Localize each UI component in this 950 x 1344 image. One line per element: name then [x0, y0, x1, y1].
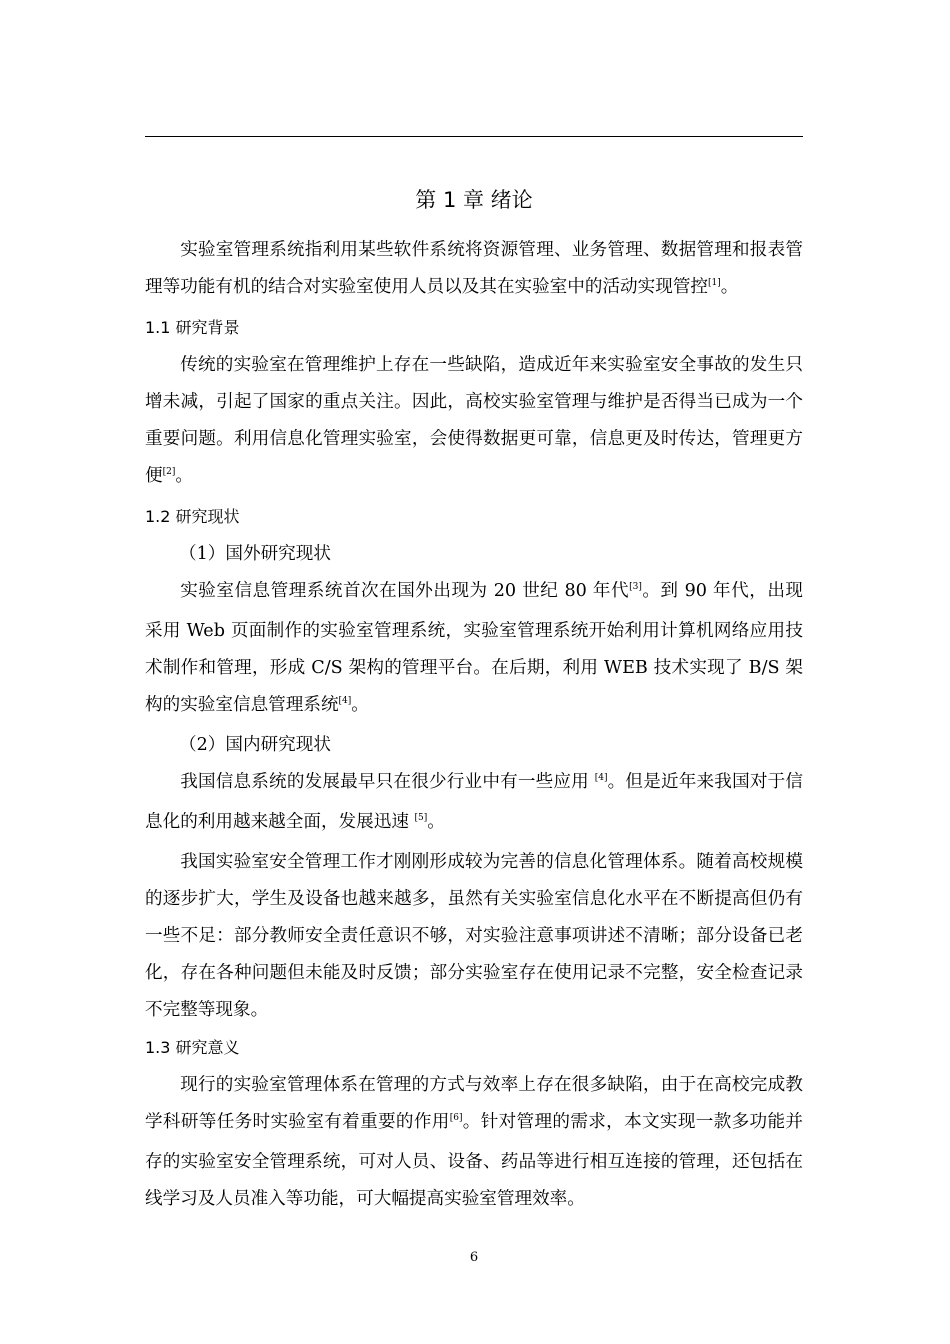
page-number: 6: [469, 1250, 479, 1265]
citation-1: [1]: [708, 278, 721, 288]
intro-text: 实验室管理系统指利用某些软件系统将资源管理、业务管理、数据管理和报表管理等功能有机的结合对实验室使用人员以及其在实验室中的活动实现管控: [145, 240, 803, 297]
header-rule: [145, 136, 803, 137]
foreign-status-subheading: （1）国外研究现状: [179, 544, 331, 564]
domestic-text-b: 。但是近年来我国对于信息化的利用越来越全面，发展迅速: [145, 772, 803, 832]
significance-text-a: 现行的实验室管理体系在管理的方式与效率上存在很多缺陷，由于在高校完成教学科研等任务时实验室有着重要的作用: [145, 1075, 803, 1132]
section-heading-1-2: 1.2 研究现状: [145, 507, 240, 526]
foreign-text-b: 。到 90 年代，出现采用 Web 页面制作的实验室管理系统，实验室管理系统开始利用计算机网络应用技术制作和管理，形成 C/S 架构的管理平台。在后期，利用 WEB 技术实现了 B/S 架构的实验室信息管理系统: [145, 581, 803, 715]
foreign-text-a: 实验室信息管理系统首次在国外出现为 20 世纪 80 年代: [180, 581, 630, 601]
domestic-status-subheading: （2）国内研究现状: [179, 735, 331, 755]
citation-4b: [4]: [594, 773, 608, 783]
citation-4: [4]: [338, 696, 352, 706]
domestic-end: 。: [427, 812, 445, 832]
section-heading-1-1: 1.1 研究背景: [145, 318, 240, 337]
background-end: 。: [175, 466, 193, 486]
domestic-safety-paragraph: 我国实验室安全管理工作才刚刚形成较为完善的信息化管理体系。随着高校规模的逐步扩大，学生及设备也越来越多，虽然有关实验室信息化水平在不断提高但仍有一些不足：部分教师安全责任意识不够，对实验注意事项讲述不清晰；部分设备已老化，存在各种问题但未能及时反馈；部分实验室存在使用记录不完整，安全检查记录不完整等现象。: [145, 852, 803, 1020]
foreign-status-paragraph: [145, 573, 803, 727]
background-text: 传统的实验室在管理维护上存在一些缺陷，造成近年来实验室安全事故的发生只增未减，引起了国家的重点关注。因此，高校实验室管理与维护是否得当已成为一个重要问题。利用信息化管理实验室，会使得数据更可靠，信息更及时传达，管理更方便: [145, 355, 803, 486]
domestic-status-paragraph: [145, 764, 803, 844]
citation-5: [5]: [414, 813, 428, 823]
domestic-text-a: 我国信息系统的发展最早只在很少行业中有一些应用: [180, 772, 595, 792]
citation-3: [3]: [629, 582, 642, 592]
intro-paragraph: [145, 232, 803, 309]
background-paragraph: [145, 347, 803, 498]
foreign-end: 。: [351, 695, 369, 715]
significance-text-b: 。针对管理的需求，本文实现一款多功能并存的实验室安全管理系统，可对人员、设备、药品等进行相互连接的管理，还包括在线学习及人员准入等功能，可大幅提高实验室管理效率。: [145, 1112, 803, 1209]
significance-paragraph: [145, 1067, 803, 1218]
citation-6: [6]: [449, 1113, 463, 1123]
document-body: [145, 232, 803, 1218]
citation-2: [2]: [162, 467, 176, 477]
section-heading-1-3: 1.3 研究意义: [145, 1038, 240, 1057]
chapter-title: 第 1 章 绪论: [415, 188, 533, 212]
intro-end: 。: [720, 277, 739, 297]
